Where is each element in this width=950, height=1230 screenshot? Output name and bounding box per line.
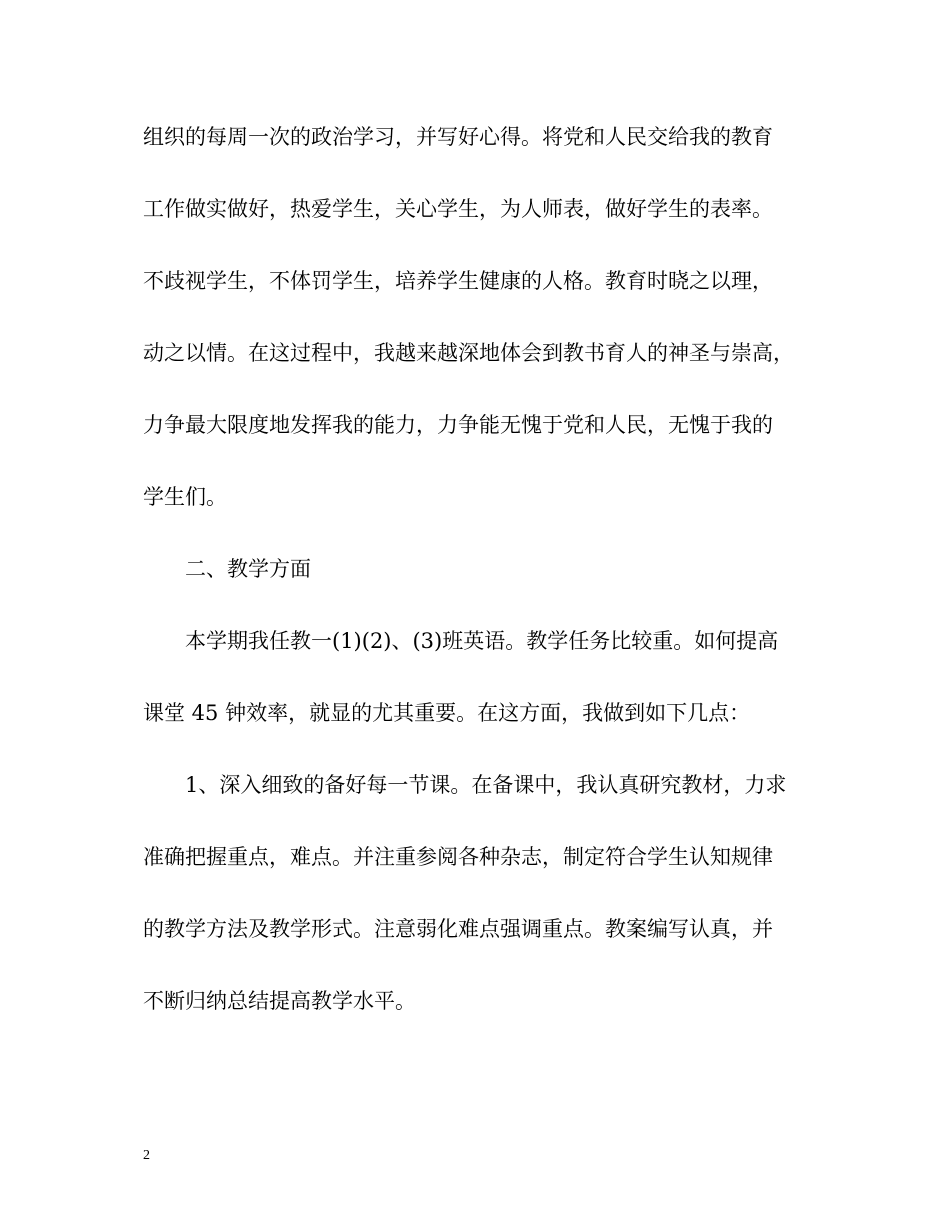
body-text xyxy=(143,124,813,1060)
paragraph-line: 力争最大限度地发挥我的能力，力争能无愧于党和人民，无愧于我的 xyxy=(143,413,773,437)
paragraph-line: 学生们。 xyxy=(143,485,227,509)
page-number: 2 xyxy=(143,1148,150,1163)
paragraph-line: 组织的每周一次的政治学习，并写好心得。将党和人民交给我的教育 xyxy=(143,125,773,149)
paragraph-line: 的教学方法及教学形式。注意弱化难点强调重点。教案编写认真，并 xyxy=(143,917,773,941)
paragraph-line: 不断归纳总结提高教学水平。 xyxy=(143,989,416,1013)
paragraph-line: 准确把握重点，难点。并注重参阅各种杂志，制定符合学生认知规律 xyxy=(143,845,773,869)
paragraph-line: 工作做实做好，热爱学生，关心学生，为人师表，做好学生的表率。 xyxy=(143,197,773,221)
paragraph-line: 本学期我任教一(1)(2)、(3)班英语。教学任务比较重。如何提高 xyxy=(185,629,779,653)
paragraph-line: 动之以情。在这过程中，我越来越深地体会到教书育人的神圣与崇高， xyxy=(143,341,794,365)
section-heading: 二、教学方面 xyxy=(185,557,311,581)
paragraph-line: 不歧视学生，不体罚学生，培养学生健康的人格。教育时晓之以理， xyxy=(143,269,773,293)
paragraph-line: 课堂 45 钟效率，就显的尤其重要。在这方面，我做到如下几点： xyxy=(143,701,751,725)
paragraph-line: 1、深入细致的备好每一节课。在备课中，我认真研究教材，力求 xyxy=(185,773,787,797)
